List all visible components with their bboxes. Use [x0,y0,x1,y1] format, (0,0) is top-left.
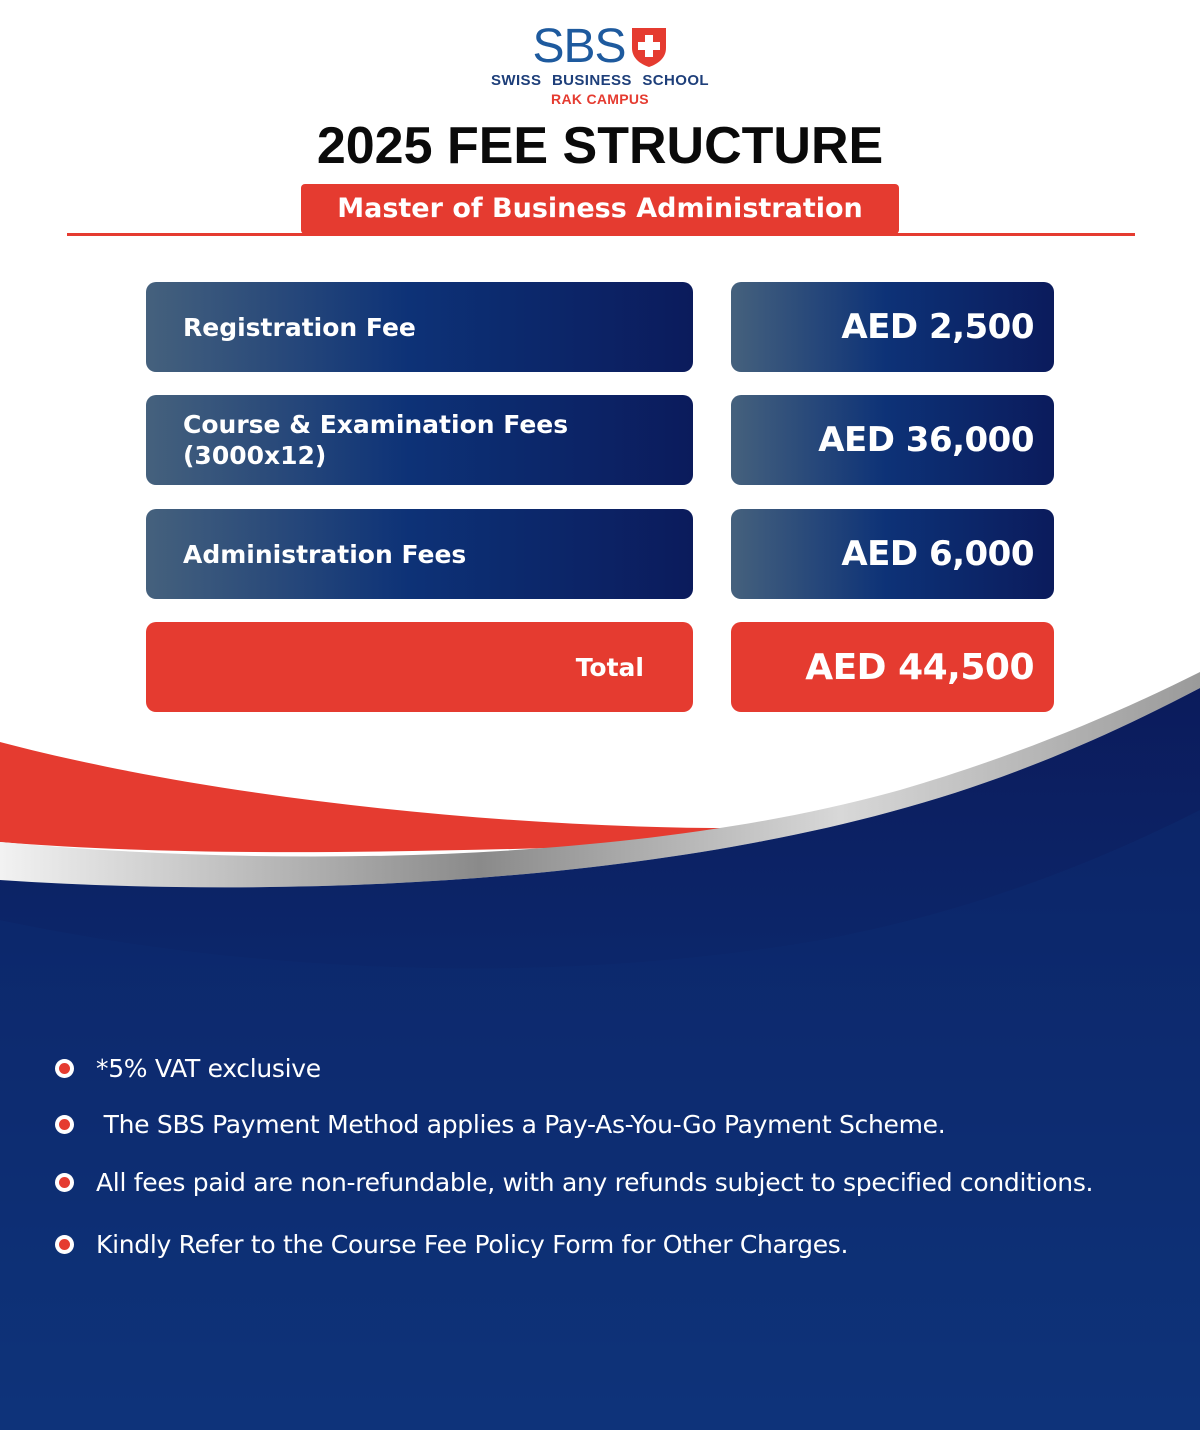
list-item [55,1054,321,1083]
note-text: Kindly Refer to the Course Fee Policy Form for Other Charges. [96,1230,849,1259]
note-text: All fees paid are non-refundable, with any refunds subject to specified conditions. [96,1168,1094,1197]
list-item [55,1230,848,1259]
red-swoosh [0,742,760,852]
logo-text: SBS [532,20,626,73]
swiss-cross-shield-icon [630,26,668,68]
note-text: The SBS Payment Method applies a Pay-As-You-Go Payment Scheme. [96,1110,946,1139]
fee-label: Administration Fees [146,509,693,599]
total-label: Total [146,622,693,712]
note-text: *5% VAT exclusive [96,1054,321,1083]
fee-label: Course & Examination Fees (3000x12) [146,395,693,485]
list-item [55,1110,945,1139]
bullet-icon [55,1059,74,1078]
fee-amount: AED 2,500 [731,282,1054,372]
fee-row-registration [0,282,1200,372]
school-name: SWISS BUSINESS SCHOOL [491,72,709,89]
bullet-icon [55,1115,74,1134]
fee-row-course-examination [0,395,1200,485]
bullet-icon [55,1173,74,1192]
fee-amount: AED 6,000 [731,509,1054,599]
fee-row-total [0,622,1200,712]
fee-row-administration [0,509,1200,599]
fee-amount: AED 36,000 [731,395,1054,485]
school-logo [0,22,1200,107]
program-badge: Master of Business Administration [301,184,899,234]
bullet-icon [55,1235,74,1254]
list-item [55,1168,1093,1197]
total-amount: AED 44,500 [731,622,1054,712]
page-title: 2025 FEE STRUCTURE [316,117,884,175]
fee-label: Registration Fee [146,282,693,372]
logo-mark [532,22,667,72]
campus-name: RAK CAMPUS [551,91,649,107]
